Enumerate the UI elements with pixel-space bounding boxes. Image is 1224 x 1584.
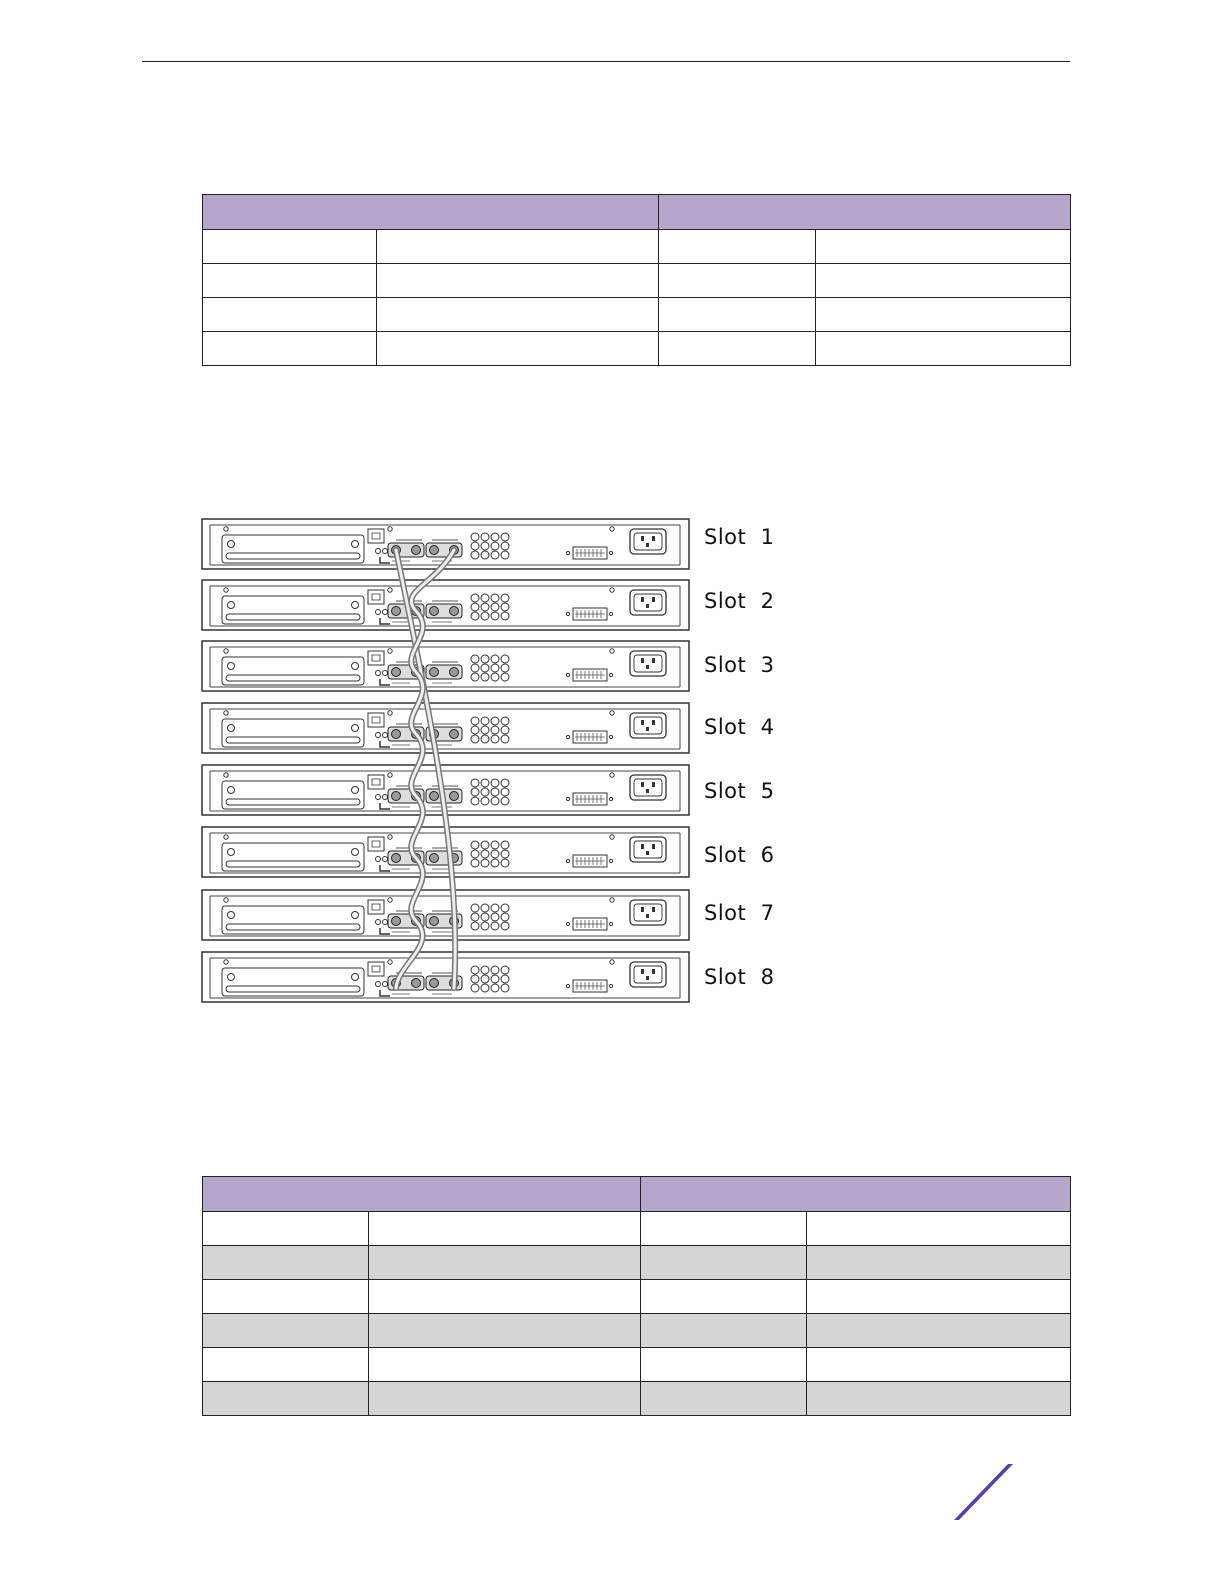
slash-logo-icon [950, 1462, 1020, 1524]
table-row [203, 1348, 1071, 1382]
slot-label-8: Slot 8 [704, 965, 775, 989]
table-row [203, 1314, 1071, 1348]
switch-unit-4 [202, 703, 689, 753]
header-rule [142, 61, 1070, 62]
table-1 [202, 194, 1071, 366]
switch-unit-7 [202, 890, 689, 940]
table-1-header-left [203, 195, 659, 230]
table-2-header-right [641, 1177, 1071, 1212]
slot-label-2: Slot 2 [704, 589, 775, 613]
table-1-header [203, 195, 1071, 230]
slot-label-1: Slot 1 [704, 525, 775, 549]
table-2 [202, 1176, 1071, 1416]
table-row [203, 264, 1071, 298]
table-row [203, 1382, 1071, 1416]
switch-unit-2 [202, 580, 689, 630]
table-2-header-left [203, 1177, 641, 1212]
switch-unit-3 [202, 641, 689, 691]
table-1-header-right [659, 195, 1071, 230]
table-2-header [203, 1177, 1071, 1212]
table-row [203, 1212, 1071, 1246]
table-row [203, 230, 1071, 264]
table-row [203, 1246, 1071, 1280]
table-row [203, 1280, 1071, 1314]
table-row [203, 332, 1071, 366]
slot-label-5: Slot 5 [704, 779, 775, 803]
slot-label-6: Slot 6 [704, 843, 775, 867]
slot-label-3: Slot 3 [704, 653, 775, 677]
switch-unit-8 [202, 952, 689, 1002]
slot-label-7: Slot 7 [704, 901, 775, 925]
table-row [203, 298, 1071, 332]
stacking-diagram [200, 514, 700, 1006]
slot-label-4: Slot 4 [704, 715, 775, 739]
